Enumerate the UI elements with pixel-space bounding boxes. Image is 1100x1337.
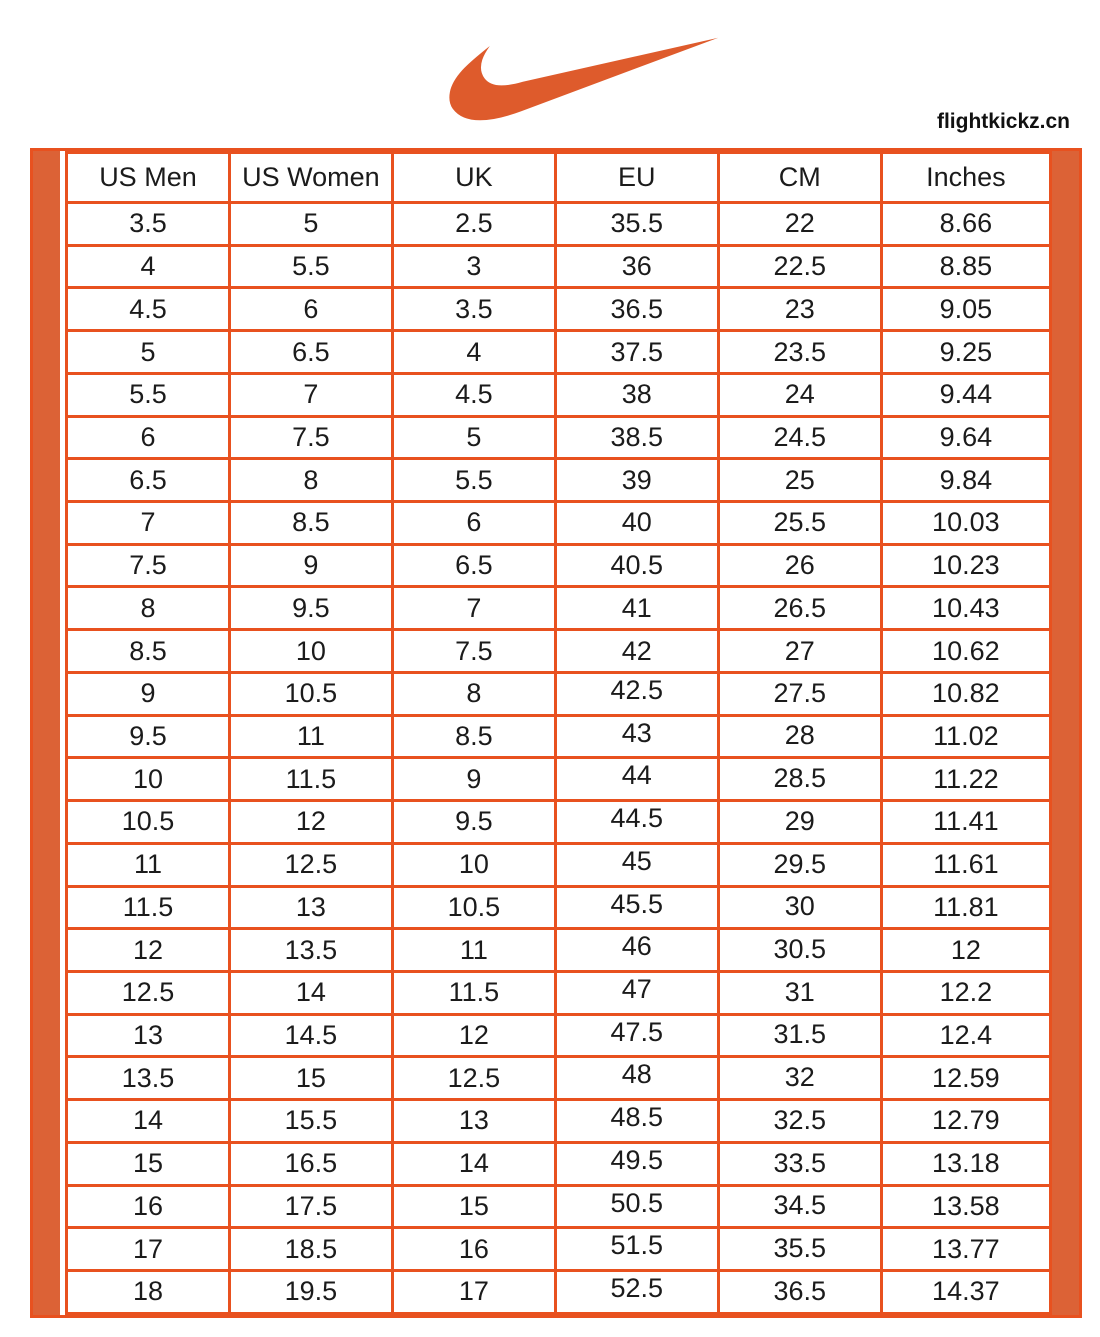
size-cell: 13.18: [881, 1142, 1050, 1185]
table-row: [67, 715, 1051, 758]
size-cell: 6: [392, 502, 555, 545]
size-cell: 12.2: [881, 971, 1050, 1014]
size-cell: 28: [718, 715, 881, 758]
table-row: [67, 331, 1051, 374]
size-cell: 48: [555, 1057, 718, 1100]
size-cell: 9.5: [229, 587, 392, 630]
size-cell: 11.5: [229, 758, 392, 801]
table-row: [67, 630, 1051, 673]
size-cell: 25.5: [718, 502, 881, 545]
size-cell: 8.66: [881, 203, 1050, 246]
watermark-text: flightkickz.cn: [936, 110, 1070, 133]
size-cell: 49.5: [555, 1142, 718, 1185]
table-row: [67, 245, 1051, 288]
column-header: US Men: [67, 153, 230, 203]
size-cell: 4: [392, 331, 555, 374]
size-cell: 10.23: [881, 544, 1050, 587]
size-cell: 23.5: [718, 331, 881, 374]
size-cell: 47.5: [555, 1014, 718, 1057]
size-cell: 5: [67, 331, 230, 374]
left-accent-bar: [33, 151, 60, 1315]
size-cell: 51.5: [555, 1228, 718, 1271]
column-header: EU: [555, 153, 718, 203]
size-cell: 16: [392, 1228, 555, 1271]
size-cell: 24: [718, 373, 881, 416]
right-accent-bar: [1052, 151, 1079, 1315]
size-cell: 29: [718, 801, 881, 844]
size-cell: 5.5: [392, 459, 555, 502]
size-cell: 22: [718, 203, 881, 246]
size-cell: 6: [229, 288, 392, 331]
size-cell: 12.79: [881, 1100, 1050, 1143]
table-row: [67, 1142, 1051, 1185]
size-cell: 11: [229, 715, 392, 758]
size-cell: 50.5: [555, 1185, 718, 1228]
size-cell: 36.5: [555, 288, 718, 331]
size-cell: 42: [555, 630, 718, 673]
size-cell: 11: [67, 843, 230, 886]
size-cell: 7.5: [229, 416, 392, 459]
size-cell: 12: [67, 929, 230, 972]
size-cell: 31.5: [718, 1014, 881, 1057]
table-row: [67, 1228, 1051, 1271]
size-cell: 8.85: [881, 245, 1050, 288]
column-header: Inches: [881, 153, 1050, 203]
size-cell: 4.5: [392, 373, 555, 416]
size-cell: 5.5: [67, 373, 230, 416]
size-cell: 28.5: [718, 758, 881, 801]
size-cell: 35.5: [718, 1228, 881, 1271]
size-cell: 38: [555, 373, 718, 416]
size-cell: 12: [881, 929, 1050, 972]
size-cell: 9.25: [881, 331, 1050, 374]
size-cell: 7.5: [392, 630, 555, 673]
size-cell: 23: [718, 288, 881, 331]
table-row: [67, 587, 1051, 630]
size-cell: 52.5: [555, 1270, 718, 1313]
size-cell: 9.5: [392, 801, 555, 844]
size-cell: 10: [67, 758, 230, 801]
size-cell: 10.43: [881, 587, 1050, 630]
size-cell: 17: [392, 1270, 555, 1313]
size-cell: 15.5: [229, 1100, 392, 1143]
table-row: [67, 203, 1051, 246]
size-cell: 25: [718, 459, 881, 502]
size-cell: 6.5: [392, 544, 555, 587]
size-cell: 9: [229, 544, 392, 587]
size-cell: 39: [555, 459, 718, 502]
size-cell: 13: [67, 1014, 230, 1057]
column-header: UK: [392, 153, 555, 203]
size-cell: 45.5: [555, 886, 718, 929]
table-row: [67, 373, 1051, 416]
size-cell: 13.77: [881, 1228, 1050, 1271]
size-cell: 11.5: [67, 886, 230, 929]
size-cell: 17: [67, 1228, 230, 1271]
size-cell: 42.5: [555, 672, 718, 715]
size-cell: 8.5: [229, 502, 392, 545]
size-cell: 24.5: [718, 416, 881, 459]
size-cell: 45: [555, 843, 718, 886]
column-header: US Women: [229, 153, 392, 203]
table-row: [67, 971, 1051, 1014]
size-cell: 3.5: [392, 288, 555, 331]
table-row: [67, 843, 1051, 886]
size-cell: 11.41: [881, 801, 1050, 844]
size-cell: 9: [67, 672, 230, 715]
header-row: [67, 153, 1051, 203]
size-cell: 38.5: [555, 416, 718, 459]
size-cell: 13: [392, 1100, 555, 1143]
size-cell: 12.5: [67, 971, 230, 1014]
table-row: [67, 1014, 1051, 1057]
size-cell: 12.5: [392, 1057, 555, 1100]
size-cell: 13.58: [881, 1185, 1050, 1228]
nike-swoosh-icon: [447, 24, 722, 122]
size-cell: 6: [67, 416, 230, 459]
size-cell: 9.84: [881, 459, 1050, 502]
size-cell: 14.37: [881, 1270, 1050, 1313]
size-cell: 26.5: [718, 587, 881, 630]
size-cell: 15: [392, 1185, 555, 1228]
size-cell: 48.5: [555, 1100, 718, 1143]
size-cell: 11.81: [881, 886, 1050, 929]
size-cell: 18: [67, 1270, 230, 1313]
size-cell: 10.03: [881, 502, 1050, 545]
size-cell: 30: [718, 886, 881, 929]
size-cell: 17.5: [229, 1185, 392, 1228]
size-cell: 34.5: [718, 1185, 881, 1228]
size-cell: 47: [555, 971, 718, 1014]
size-cell: 7: [229, 373, 392, 416]
table-row: [67, 416, 1051, 459]
size-cell: 8.5: [67, 630, 230, 673]
size-cell: 13: [229, 886, 392, 929]
size-cell: 14.5: [229, 1014, 392, 1057]
size-cell: 11.61: [881, 843, 1050, 886]
size-cell: 11.02: [881, 715, 1050, 758]
size-cell: 18.5: [229, 1228, 392, 1271]
size-cell: 13.5: [229, 929, 392, 972]
size-cell: 5: [229, 203, 392, 246]
size-cell: 9.64: [881, 416, 1050, 459]
size-chart: [30, 148, 1082, 1318]
size-cell: 14: [67, 1100, 230, 1143]
size-cell: 30.5: [718, 929, 881, 972]
size-cell: 8.5: [392, 715, 555, 758]
table-row: [67, 672, 1051, 715]
table-row: [67, 502, 1051, 545]
size-cell: 8: [229, 459, 392, 502]
size-cell: 12.59: [881, 1057, 1050, 1100]
size-cell: 11.22: [881, 758, 1050, 801]
size-cell: 13.5: [67, 1057, 230, 1100]
size-cell: 3.5: [67, 203, 230, 246]
size-cell: 14: [229, 971, 392, 1014]
size-cell: 26: [718, 544, 881, 587]
size-cell: 27.5: [718, 672, 881, 715]
size-cell: 10.62: [881, 630, 1050, 673]
size-cell: 33.5: [718, 1142, 881, 1185]
size-cell: 44.5: [555, 801, 718, 844]
size-cell: 10: [392, 843, 555, 886]
table-row: [67, 1185, 1051, 1228]
table-row: [67, 288, 1051, 331]
size-cell: 2.5: [392, 203, 555, 246]
size-cell: 9: [392, 758, 555, 801]
size-cell: 7: [67, 502, 230, 545]
size-cell: 11.5: [392, 971, 555, 1014]
size-cell: 14: [392, 1142, 555, 1185]
size-cell: 6.5: [229, 331, 392, 374]
size-cell: 40.5: [555, 544, 718, 587]
size-cell: 19.5: [229, 1270, 392, 1313]
size-cell: 9.44: [881, 373, 1050, 416]
table-row: [67, 1057, 1051, 1100]
size-cell: 32: [718, 1057, 881, 1100]
table-row: [67, 929, 1051, 972]
size-cell: 41: [555, 587, 718, 630]
size-cell: 12: [229, 801, 392, 844]
size-cell: 6.5: [67, 459, 230, 502]
size-cell: 44: [555, 758, 718, 801]
size-cell: 11: [392, 929, 555, 972]
table-row: [67, 758, 1051, 801]
size-cell: 36: [555, 245, 718, 288]
size-cell: 10: [229, 630, 392, 673]
size-cell: 5: [392, 416, 555, 459]
size-cell: 35.5: [555, 203, 718, 246]
size-cell: 46: [555, 929, 718, 972]
column-header: CM: [718, 153, 881, 203]
table-row: [67, 886, 1051, 929]
size-cell: 10.5: [67, 801, 230, 844]
size-cell: 16.5: [229, 1142, 392, 1185]
size-cell: 8: [392, 672, 555, 715]
size-cell: 36.5: [718, 1270, 881, 1313]
size-cell: 16: [67, 1185, 230, 1228]
size-cell: 9.5: [67, 715, 230, 758]
table-row: [67, 459, 1051, 502]
size-cell: 10.82: [881, 672, 1050, 715]
size-cell: 40: [555, 502, 718, 545]
size-cell: 12.5: [229, 843, 392, 886]
size-cell: 22.5: [718, 245, 881, 288]
size-cell: 5.5: [229, 245, 392, 288]
size-cell: 4.5: [67, 288, 230, 331]
size-cell: 29.5: [718, 843, 881, 886]
size-cell: 4: [67, 245, 230, 288]
size-cell: 15: [229, 1057, 392, 1100]
size-cell: 37.5: [555, 331, 718, 374]
size-cell: 9.05: [881, 288, 1050, 331]
size-cell: 7.5: [67, 544, 230, 587]
size-cell: 3: [392, 245, 555, 288]
size-cell: 10.5: [392, 886, 555, 929]
size-cell: 12: [392, 1014, 555, 1057]
size-cell: 10.5: [229, 672, 392, 715]
size-cell: 27: [718, 630, 881, 673]
size-cell: 8: [67, 587, 230, 630]
table-row: [67, 801, 1051, 844]
size-cell: 7: [392, 587, 555, 630]
size-cell: 12.4: [881, 1014, 1050, 1057]
size-cell: 43: [555, 715, 718, 758]
size-cell: 31: [718, 971, 881, 1014]
size-chart-table: [65, 151, 1052, 1315]
table-row: [67, 1100, 1051, 1143]
size-cell: 15: [67, 1142, 230, 1185]
table-row: [67, 544, 1051, 587]
size-cell: 32.5: [718, 1100, 881, 1143]
table-row: [67, 1270, 1051, 1313]
